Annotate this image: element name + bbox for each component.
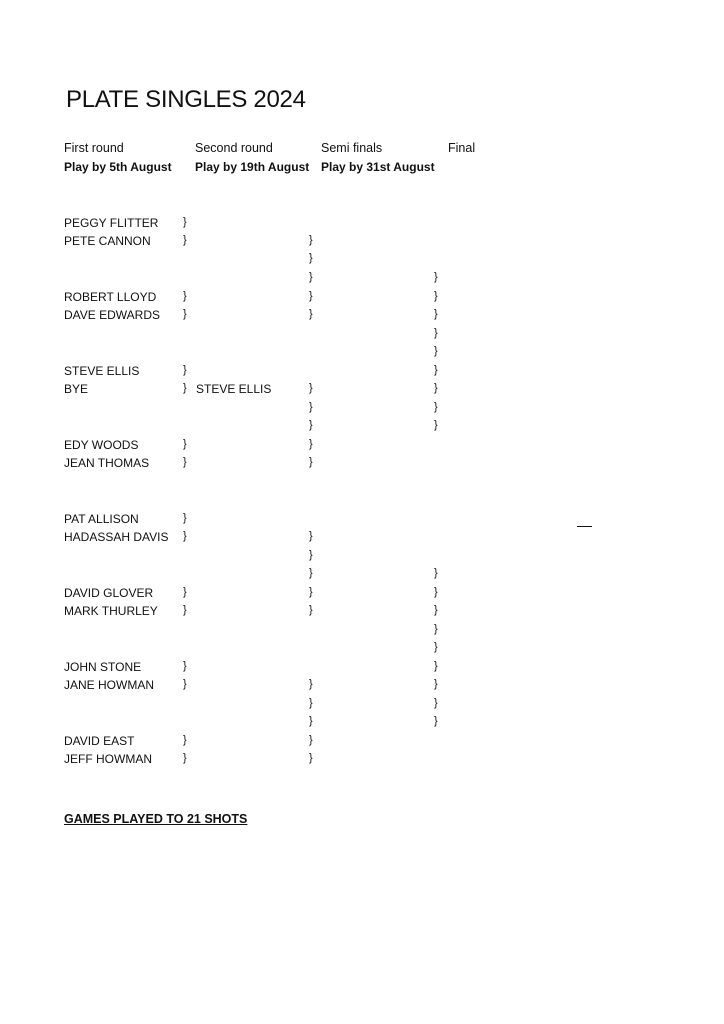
bracket-brace-semi: } [434,401,438,413]
deadline-semi: Play by 31st August [321,160,435,174]
bracket-brace-round2: } [309,290,313,302]
deadline-first: Play by 5th August [64,160,172,174]
bracket-brace-round2: } [309,734,313,746]
footer-note: GAMES PLAYED TO 21 SHOTS [64,812,248,826]
bracket-brace-round2: } [309,438,313,450]
bracket-brace-semi: } [434,382,438,394]
bracket-brace-round2: } [309,252,313,264]
entrant-name: JANE HOWMAN [64,678,154,692]
bracket-brace-round1: } [183,512,187,524]
entrant-name: JEFF HOWMAN [64,752,152,766]
bracket-brace-round2: } [309,382,313,394]
entrant-name: STEVE ELLIS [64,364,140,378]
bracket-brace-round2: } [309,271,313,283]
bracket-brace-round2: } [309,567,313,579]
bracket-brace-round1: } [183,752,187,764]
bracket-brace-semi: } [434,678,438,690]
stray-dash-mark [577,526,592,527]
entrant-name: ROBERT LLOYD [64,290,157,304]
bracket-brace-round1: } [183,660,187,672]
bracket-brace-semi: } [434,697,438,709]
entrant-name: PAT ALLISON [64,512,139,526]
bracket-brace-round2: } [309,752,313,764]
bracket-brace-round2: } [309,456,313,468]
second-round-entry: STEVE ELLIS [196,382,272,396]
bracket-brace-semi: } [434,660,438,672]
bracket-brace-semi: } [434,308,438,320]
bracket-brace-semi: } [434,271,438,283]
bracket-brace-round1: } [183,216,187,228]
entrant-name: PETE CANNON [64,234,151,248]
round-header-second: Second round [195,141,273,155]
bracket-brace-round2: } [309,401,313,413]
round-header-semi: Semi finals [321,141,383,155]
bracket-brace-semi: } [434,623,438,635]
bracket-brace-round1: } [183,382,187,394]
bracket-brace-round2: } [309,604,313,616]
bracket-brace-round1: } [183,586,187,598]
deadline-second: Play by 19th August [195,160,310,174]
bracket-brace-round1: } [183,604,187,616]
bracket-brace-round1: } [183,456,187,468]
bracket-brace-round2: } [309,530,313,542]
bracket-brace-semi: } [434,419,438,431]
entrant-name: DAVE EDWARDS [64,308,161,322]
bracket-brace-round1: } [183,678,187,690]
entrant-name: JOHN STONE [64,660,142,674]
bracket-brace-round1: } [183,234,187,246]
bracket-brace-round2: } [309,678,313,690]
entrant-name: PEGGY FLITTER [64,216,159,230]
bracket-brace-round1: } [183,364,187,376]
bracket-brace-round1: } [183,530,187,542]
entrant-name: EDY WOODS [64,438,139,452]
entrant-name: DAVID EAST [64,734,135,748]
bracket-brace-round2: } [309,308,313,320]
bracket-brace-semi: } [434,345,438,357]
bracket-brace-semi: } [434,567,438,579]
entrant-name: HADASSAH DAVIS [64,530,169,544]
entrant-name: MARK THURLEY [64,604,158,618]
bracket-brace-round2: } [309,549,313,561]
bracket-brace-round1: } [183,308,187,320]
bracket-brace-semi: } [434,364,438,376]
bracket-brace-semi: } [434,290,438,302]
bracket-brace-semi: } [434,327,438,339]
bracket-brace-round2: } [309,586,313,598]
bracket-brace-round2: } [309,697,313,709]
entrant-name: JEAN THOMAS [64,456,150,470]
bracket-brace-round1: } [183,290,187,302]
bracket-brace-semi: } [434,586,438,598]
round-header-final: Final [448,141,476,155]
bracket-brace-round2: } [309,234,313,246]
bracket-brace-round2: } [309,419,313,431]
bracket-brace-semi: } [434,715,438,727]
entrant-name: BYE [64,382,89,396]
bracket-brace-semi: } [434,604,438,616]
bracket-brace-round1: } [183,734,187,746]
entrant-name: DAVID GLOVER [64,586,154,600]
bracket-brace-round2: } [309,715,313,727]
page-title: PLATE SINGLES 2024 [66,86,306,113]
round-header-first: First round [64,141,124,155]
bracket-brace-round1: } [183,438,187,450]
bracket-brace-semi: } [434,641,438,653]
